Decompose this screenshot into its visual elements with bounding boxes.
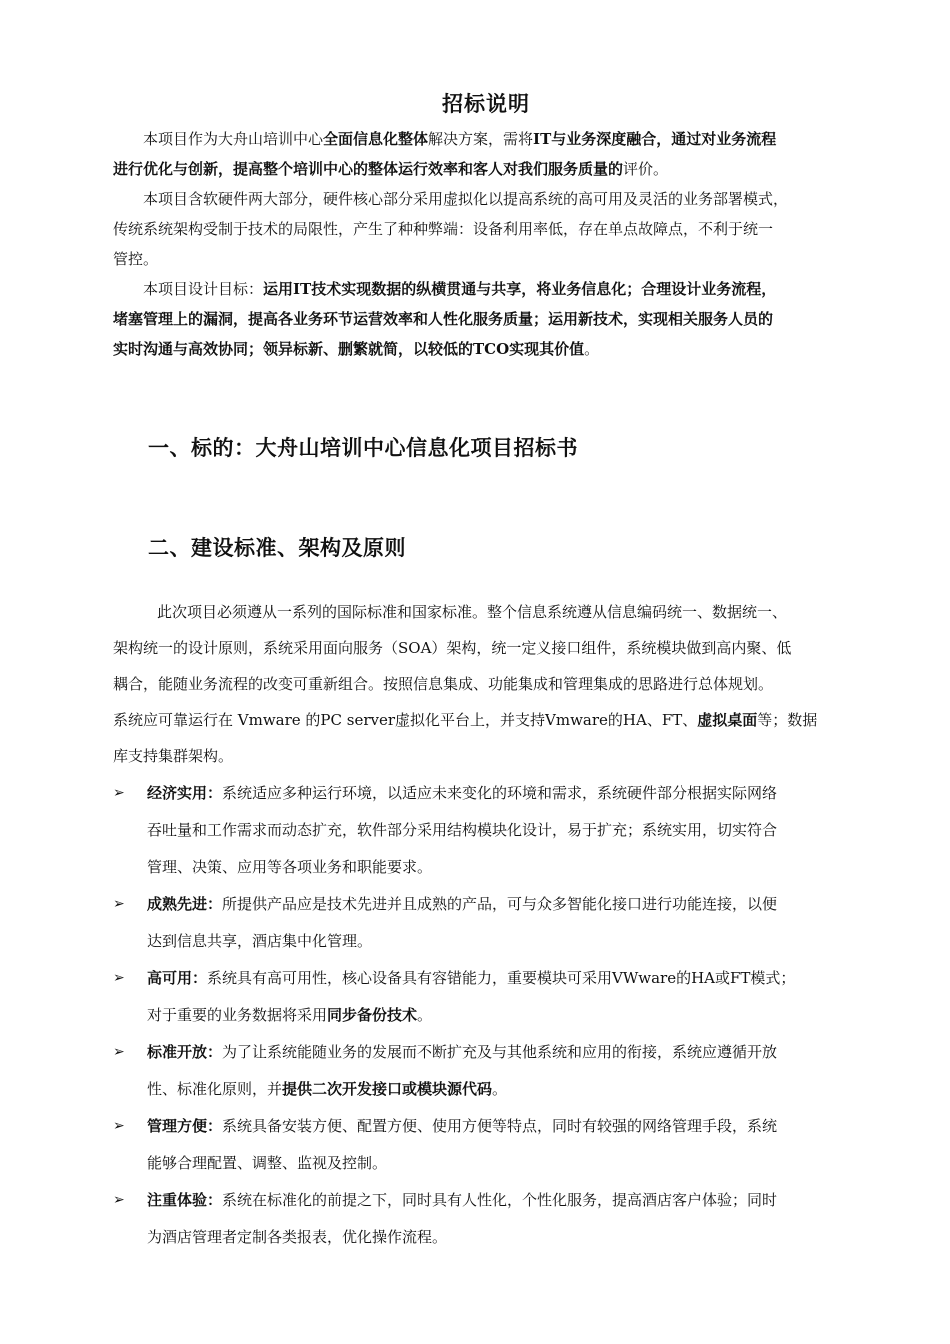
list-item-text: 为酒店管理者定制各类报表，优化操作流程。 (147, 1228, 448, 1246)
list-item (113, 775, 873, 886)
list-item-text: 吞吐量和工作需求而动态扩充，软件部分采用结构模块化设计，易于扩充；系统实用，切实符合 (147, 821, 778, 839)
list-item-text: 所提供产品应是技术先进并且成熟的产品，可与众多智能化接口进行功能连接，以便 (222, 895, 778, 913)
section-heading-1: 一、标的：大舟山培训中心信息化项目招标书 (148, 436, 578, 460)
list-item-label: 标准开放： (147, 1043, 223, 1061)
intro-text: 评价。 (623, 160, 669, 178)
intro-text: 。 (584, 340, 600, 358)
arrow-bullet-icon: ➢ (113, 1044, 125, 1060)
intro-text: 本项目含软硬件两大部分，硬件核心部分采用虚拟化以提高系统的高可用及灵活的业务部署模式， (143, 190, 789, 208)
intro-section (113, 124, 875, 364)
arrow-bullet-icon: ➢ (113, 896, 125, 912)
intro-paragraph-3-line2 (113, 304, 875, 334)
list-item-bold: 提供二次开发接口或模块源代码 (282, 1080, 493, 1098)
list-item-text: 为了让系统能随业务的发展而不断扩充及与其他系统和应用的衔接，系统应遵循开放 (222, 1043, 778, 1061)
section-heading-2: 二、建设标准、架构及原则 (148, 536, 406, 560)
intro-text: 本项目设计目标： (143, 280, 264, 298)
intro-paragraph-2-line3 (113, 244, 875, 274)
list-item (113, 1034, 873, 1108)
standards-paragraph (113, 594, 873, 774)
standards-bold: 虚拟桌面 (697, 711, 758, 729)
arrow-bullet-icon: ➢ (113, 1118, 125, 1134)
intro-bold: 运用IT技术实现数据的纵横贯通与共享，将业务信息化；合理设计业务流程， (263, 280, 777, 298)
list-item-label: 经济实用： (147, 784, 223, 802)
list-item-text: 管理、决策、应用等各项业务和职能要求。 (147, 858, 433, 876)
list-item-text: 系统具有高可用性，核心设备具有容错能力，重要模块可采用VWware的HA或FT模式； (207, 969, 796, 987)
list-item-text: 系统具备安装方便、配置方便、使用方便等特点，同时有较强的网络管理手段，系统 (222, 1117, 778, 1135)
intro-text: 管控。 (113, 250, 159, 268)
arrow-bullet-icon: ➢ (113, 785, 125, 801)
list-item-label: 高可用： (147, 969, 208, 987)
standards-line: 架构统一的设计原则，系统采用面向服务（SOA）架构，统一定义接口组件，系统模块做到高内聚、低 (113, 639, 792, 657)
standards-line: 耦合，能随业务流程的改变可重新组合。按照信息集成、功能集成和管理集成的思路进行总体规划。 (113, 675, 774, 693)
standards-text: 等；数据 (757, 711, 818, 729)
list-item-label: 注重体验： (147, 1191, 223, 1209)
intro-bold: 全面信息化整体 (323, 130, 429, 148)
list-item-bold: 同步备份技术 (327, 1006, 418, 1024)
list-item (113, 886, 873, 960)
intro-text: 本项目作为大舟山培训中心 (143, 130, 324, 148)
standards-text: 系统应可靠运行在 Vmware 的PC server虚拟化平台上，并支持Vmware的HA、FT、 (113, 711, 698, 729)
list-item (113, 1182, 873, 1256)
intro-text: 传统系统架构受制于技术的局限性，产生了种种弊端：设备利用率低，存在单点故障点，不利于统一 (113, 220, 774, 238)
list-item-text: 对于重要的业务数据将采用 (147, 1006, 328, 1024)
list-item-label: 管理方便： (147, 1117, 223, 1135)
intro-bold: 堵塞管理上的漏洞，提高各业务环节运营效率和人性化服务质量；运用新技术，实现相关服务人员的 (113, 310, 774, 328)
list-item-text: 。 (492, 1080, 508, 1098)
intro-paragraph-3 (113, 274, 875, 304)
list-item-label: 成熟先进： (147, 895, 223, 913)
arrow-bullet-icon: ➢ (113, 970, 125, 986)
intro-paragraph-1-cont (113, 154, 875, 184)
standards-line: 库支持集群架构。 (113, 747, 234, 765)
intro-text: 解决方案，需将 (428, 130, 534, 148)
principles-list (113, 775, 873, 1256)
intro-bold: IT与业务深度融合，通过对业务流程 (533, 130, 777, 148)
intro-paragraph-2-line2 (113, 214, 875, 244)
intro-bold: 进行优化与创新，提高整个培训中心的整体运行效率和客人对我们服务质量的 (113, 160, 624, 178)
list-item (113, 1108, 873, 1182)
list-item-text: 性、标准化原则，并 (147, 1080, 283, 1098)
list-item-text: 达到信息共享，酒店集中化管理。 (147, 932, 373, 950)
arrow-bullet-icon: ➢ (113, 1192, 125, 1208)
standards-line: 此次项目必须遵从一系列的国际标准和国家标准。整个信息系统遵从信息编码统一、数据统一、 (157, 603, 788, 621)
list-item-text: 系统适应多种运行环境，以适应未来变化的环境和需求，系统硬件部分根据实际网络 (222, 784, 778, 802)
list-item-text: 。 (417, 1006, 433, 1024)
list-item (113, 960, 873, 1034)
list-item-text: 系统在标准化的前提之下，同时具有人性化，个性化服务，提高酒店客户体验；同时 (222, 1191, 778, 1209)
intro-paragraph-3-line3 (113, 334, 875, 364)
intro-bold: 实时沟通与高效协同；领异标新、删繁就简，以较低的TCO实现其价值 (113, 340, 585, 358)
intro-paragraph-2 (113, 184, 875, 214)
list-item-text: 能够合理配置、调整、监视及控制。 (147, 1154, 388, 1172)
document-title: 招标说明 (442, 92, 530, 116)
standards-line (113, 702, 873, 738)
intro-paragraph-1 (113, 124, 875, 154)
